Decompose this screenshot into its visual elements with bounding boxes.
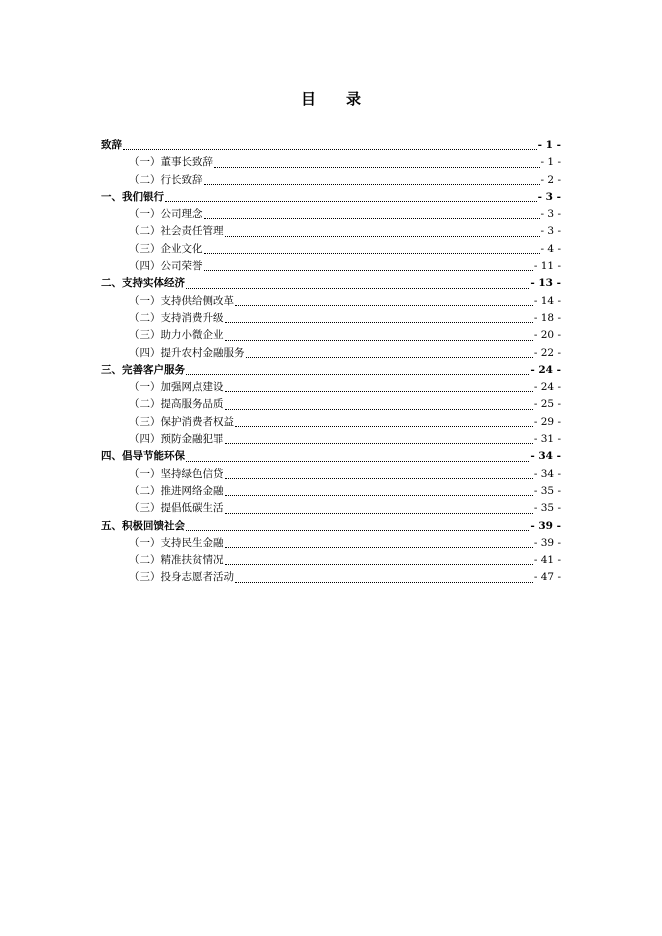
toc-section-entry[interactable] <box>101 379 561 396</box>
toc-entry-page-number: - 3 - <box>540 225 561 238</box>
toc-entry-label: （二）社会责任管理 <box>129 225 224 238</box>
toc-entry-label: （一）加强网点建设 <box>129 381 224 394</box>
toc-section-entry[interactable] <box>101 258 561 275</box>
toc-entry-page-number: - 25 - <box>533 398 561 411</box>
toc-section-entry[interactable] <box>101 500 561 517</box>
toc-dot-leader <box>224 396 534 413</box>
toc-dot-leader <box>224 431 534 448</box>
toc-section-entry[interactable] <box>101 345 561 362</box>
toc-chapter-entry[interactable] <box>101 275 561 292</box>
toc-section-entry[interactable] <box>101 414 561 431</box>
toc-dot-leader <box>234 293 534 310</box>
toc-dot-leader <box>122 137 538 154</box>
toc-entry-label: （一）董事长致辞 <box>129 156 213 169</box>
toc-section-entry[interactable] <box>101 293 561 310</box>
toc-entry-page-number: - 1 - <box>540 156 561 169</box>
toc-dot-leader <box>203 258 534 275</box>
toc-entry-page-number: - 11 - <box>533 260 561 273</box>
toc-section-entry[interactable] <box>101 172 561 189</box>
toc-chapter-entry[interactable] <box>101 362 561 379</box>
toc-entry-label: （三）保护消费者权益 <box>129 415 234 428</box>
toc-entry-page-number: - 35 - <box>533 484 561 497</box>
toc-entry-label: （二）精准扶贫情况 <box>129 554 224 567</box>
toc-entry-label: （二）行长致辞 <box>129 173 203 186</box>
toc-entry-page-number: - 18 - <box>533 311 561 324</box>
toc-dot-leader <box>164 189 538 206</box>
toc-section-entry[interactable] <box>101 569 561 586</box>
toc-entry-label: （二）提高服务品质 <box>129 398 224 411</box>
toc-entry-page-number: - 41 - <box>533 554 561 567</box>
toc-section-entry[interactable] <box>101 535 561 552</box>
toc-entry-page-number: - 4 - <box>540 242 561 255</box>
toc-dot-leader <box>185 448 530 465</box>
toc-entry-label: （一）支持民生金融 <box>129 536 224 549</box>
toc-title-char-1: 目 <box>300 90 316 108</box>
toc-chapter-entry[interactable] <box>101 518 561 535</box>
toc-dot-leader <box>185 362 530 379</box>
toc-entry-label: （二）支持消费升级 <box>129 311 224 324</box>
toc-entry-page-number: - 31 - <box>533 433 561 446</box>
toc-section-entry[interactable] <box>101 154 561 171</box>
toc-entry-label: （三）助力小微企业 <box>129 329 224 342</box>
toc-entry-page-number: - 13 - <box>530 277 561 290</box>
toc-dot-leader <box>224 500 534 517</box>
toc-entry-page-number: - 2 - <box>540 173 561 186</box>
toc-entry-page-number: - 34 - <box>530 450 561 463</box>
toc-chapter-entry[interactable] <box>101 189 561 206</box>
toc-entry-label: （三）投身志愿者活动 <box>129 571 234 584</box>
toc-dot-leader <box>203 241 541 258</box>
toc-dot-leader <box>224 466 534 483</box>
toc-dot-leader <box>213 154 541 171</box>
toc-dot-leader <box>224 535 534 552</box>
toc-dot-leader <box>224 327 534 344</box>
toc-entry-label: 三、完善客户服务 <box>101 363 185 376</box>
toc-entry-page-number: - 14 - <box>533 294 561 307</box>
toc-entry-label: （二）推进网络金融 <box>129 484 224 497</box>
toc-entry-label: （三）提倡低碳生活 <box>129 502 224 515</box>
toc-section-entry[interactable] <box>101 483 561 500</box>
toc-dot-leader <box>234 569 534 586</box>
toc-dot-leader <box>224 552 534 569</box>
toc-entry-label: 五、积极回馈社会 <box>101 519 185 532</box>
toc-entry-label: （一）公司理念 <box>129 208 203 221</box>
toc-entry-page-number: - 34 - <box>533 467 561 480</box>
toc-dot-leader <box>224 310 534 327</box>
toc-entry-page-number: - 29 - <box>533 415 561 428</box>
toc-dot-leader <box>245 345 534 362</box>
toc-entry-page-number: - 39 - <box>530 519 561 532</box>
toc-entry-label: （四）提升农村金融服务 <box>129 346 245 359</box>
toc-entry-page-number: - 47 - <box>533 571 561 584</box>
toc-title-char-2: 录 <box>346 90 362 108</box>
toc-entry-page-number: - 24 - <box>530 363 561 376</box>
toc-chapter-entry[interactable] <box>101 137 561 154</box>
toc-section-entry[interactable] <box>101 396 561 413</box>
toc-entry-page-number: - 24 - <box>533 381 561 394</box>
toc-entry-label: （四）公司荣誉 <box>129 260 203 273</box>
toc-dot-leader <box>224 379 534 396</box>
toc-list <box>101 137 561 587</box>
toc-entry-page-number: - 20 - <box>533 329 561 342</box>
toc-entry-page-number: - 39 - <box>533 536 561 549</box>
toc-chapter-entry[interactable] <box>101 448 561 465</box>
toc-entry-label: 一、我们银行 <box>101 190 164 203</box>
toc-title <box>0 88 662 109</box>
toc-section-entry[interactable] <box>101 223 561 240</box>
toc-entry-page-number: - 3 - <box>540 208 561 221</box>
toc-dot-leader <box>224 483 534 500</box>
toc-entry-page-number: - 1 - <box>537 139 561 151</box>
toc-entry-label: 二、支持实体经济 <box>101 277 185 290</box>
toc-entry-label: （一）坚持绿色信贷 <box>129 467 224 480</box>
toc-entry-label: （四）预防金融犯罪 <box>129 433 224 446</box>
toc-dot-leader <box>224 223 541 240</box>
toc-dot-leader <box>203 206 541 223</box>
toc-dot-leader <box>185 518 530 535</box>
toc-section-entry[interactable] <box>101 431 561 448</box>
toc-section-entry[interactable] <box>101 466 561 483</box>
toc-dot-leader <box>203 172 541 189</box>
toc-section-entry[interactable] <box>101 552 561 569</box>
toc-section-entry[interactable] <box>101 327 561 344</box>
toc-section-entry[interactable] <box>101 241 561 258</box>
toc-section-entry[interactable] <box>101 310 561 327</box>
toc-entry-page-number: - 22 - <box>533 346 561 359</box>
toc-entry-label: （三）企业文化 <box>129 242 203 255</box>
toc-section-entry[interactable] <box>101 206 561 223</box>
toc-entry-page-number: - 35 - <box>533 502 561 515</box>
toc-entry-label: 四、倡导节能环保 <box>101 450 185 463</box>
toc-entry-label: 致辞 <box>101 139 122 151</box>
toc-entry-label: （一）支持供给侧改革 <box>129 294 234 307</box>
toc-entry-page-number: - 3 - <box>537 190 561 203</box>
toc-dot-leader <box>185 275 530 292</box>
toc-dot-leader <box>234 414 534 431</box>
